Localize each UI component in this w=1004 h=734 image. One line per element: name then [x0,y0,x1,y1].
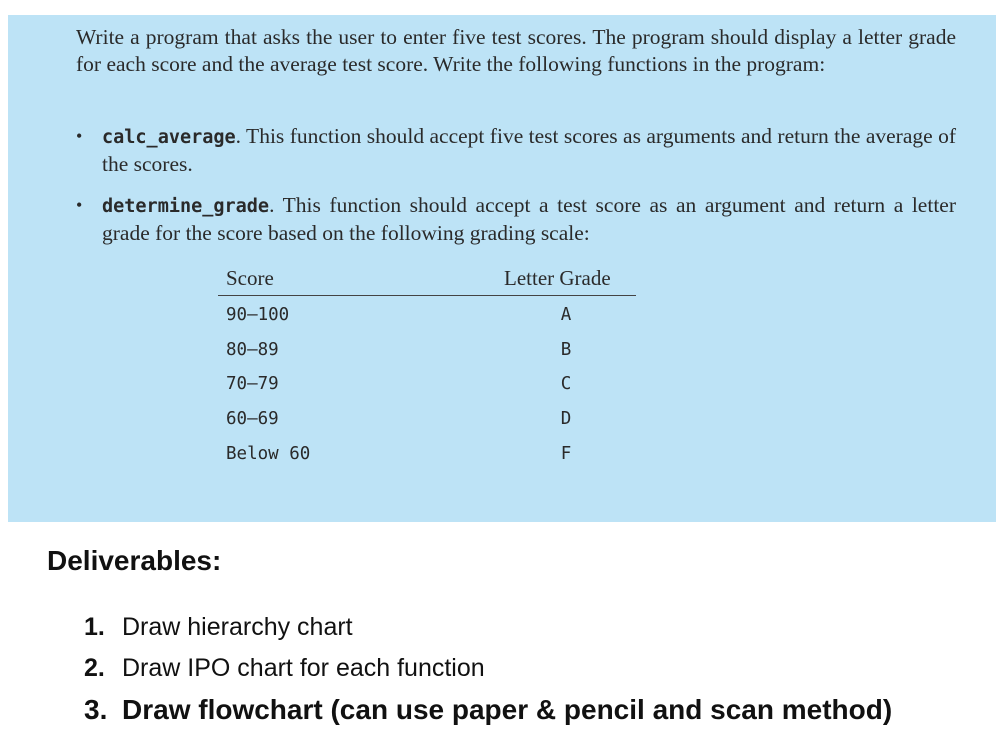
list-item [84,607,892,648]
function-description: . This function should accept five test scores as arguments and return the average of the scores. [102,124,956,176]
item-text: Draw flowchart (can use paper & pencil and scan method) [122,694,893,725]
table-row [218,435,636,470]
item-number: 2. [84,654,105,682]
item-text: Draw hierarchy chart [122,613,353,641]
header-letter-grade: Letter Grade [504,266,611,290]
problem-intro: Write a program that asks the user to enter five test scores. The program should display a letter grade for each score and the average test score. Write the following functions in the program: [76,25,956,76]
function-list-item-2 [76,192,956,247]
item-number: 3. [84,694,108,725]
table-row [218,365,636,400]
bullet-icon: • [76,195,83,215]
function-description: . This function should accept a test score as an argument and return a letter grade for the score based on the following grading scale: [102,193,956,245]
letter-grade: A [560,305,572,325]
score-range: 60–69 [226,409,279,430]
item-number: 1. [84,613,105,641]
letter-grade: C [560,374,572,395]
score-range: 90–100 [226,305,290,325]
function-name-determine-grade: determine_grade [102,196,270,217]
score-range: 80–89 [226,339,279,360]
header-score: Score [226,266,274,290]
table-row [218,296,636,331]
table-header-row [218,265,636,296]
score-range: Below 60 [226,443,311,464]
list-item [84,689,892,730]
item-text: Draw IPO chart for each function [122,654,485,682]
letter-grade: B [560,339,572,360]
bullet-icon: • [76,126,83,146]
score-range: 70–79 [226,374,279,395]
deliverables-heading: Deliverables: [47,545,222,576]
deliverables-list [84,607,892,730]
grading-scale-table [218,265,636,469]
function-name-calc-average: calc_average [102,127,236,148]
table-row [218,400,636,435]
list-item [84,648,892,689]
function-list-item-1 [76,123,956,178]
textbook-excerpt [8,15,996,522]
letter-grade: D [560,409,572,430]
letter-grade: F [560,443,572,464]
table-row [218,331,636,366]
